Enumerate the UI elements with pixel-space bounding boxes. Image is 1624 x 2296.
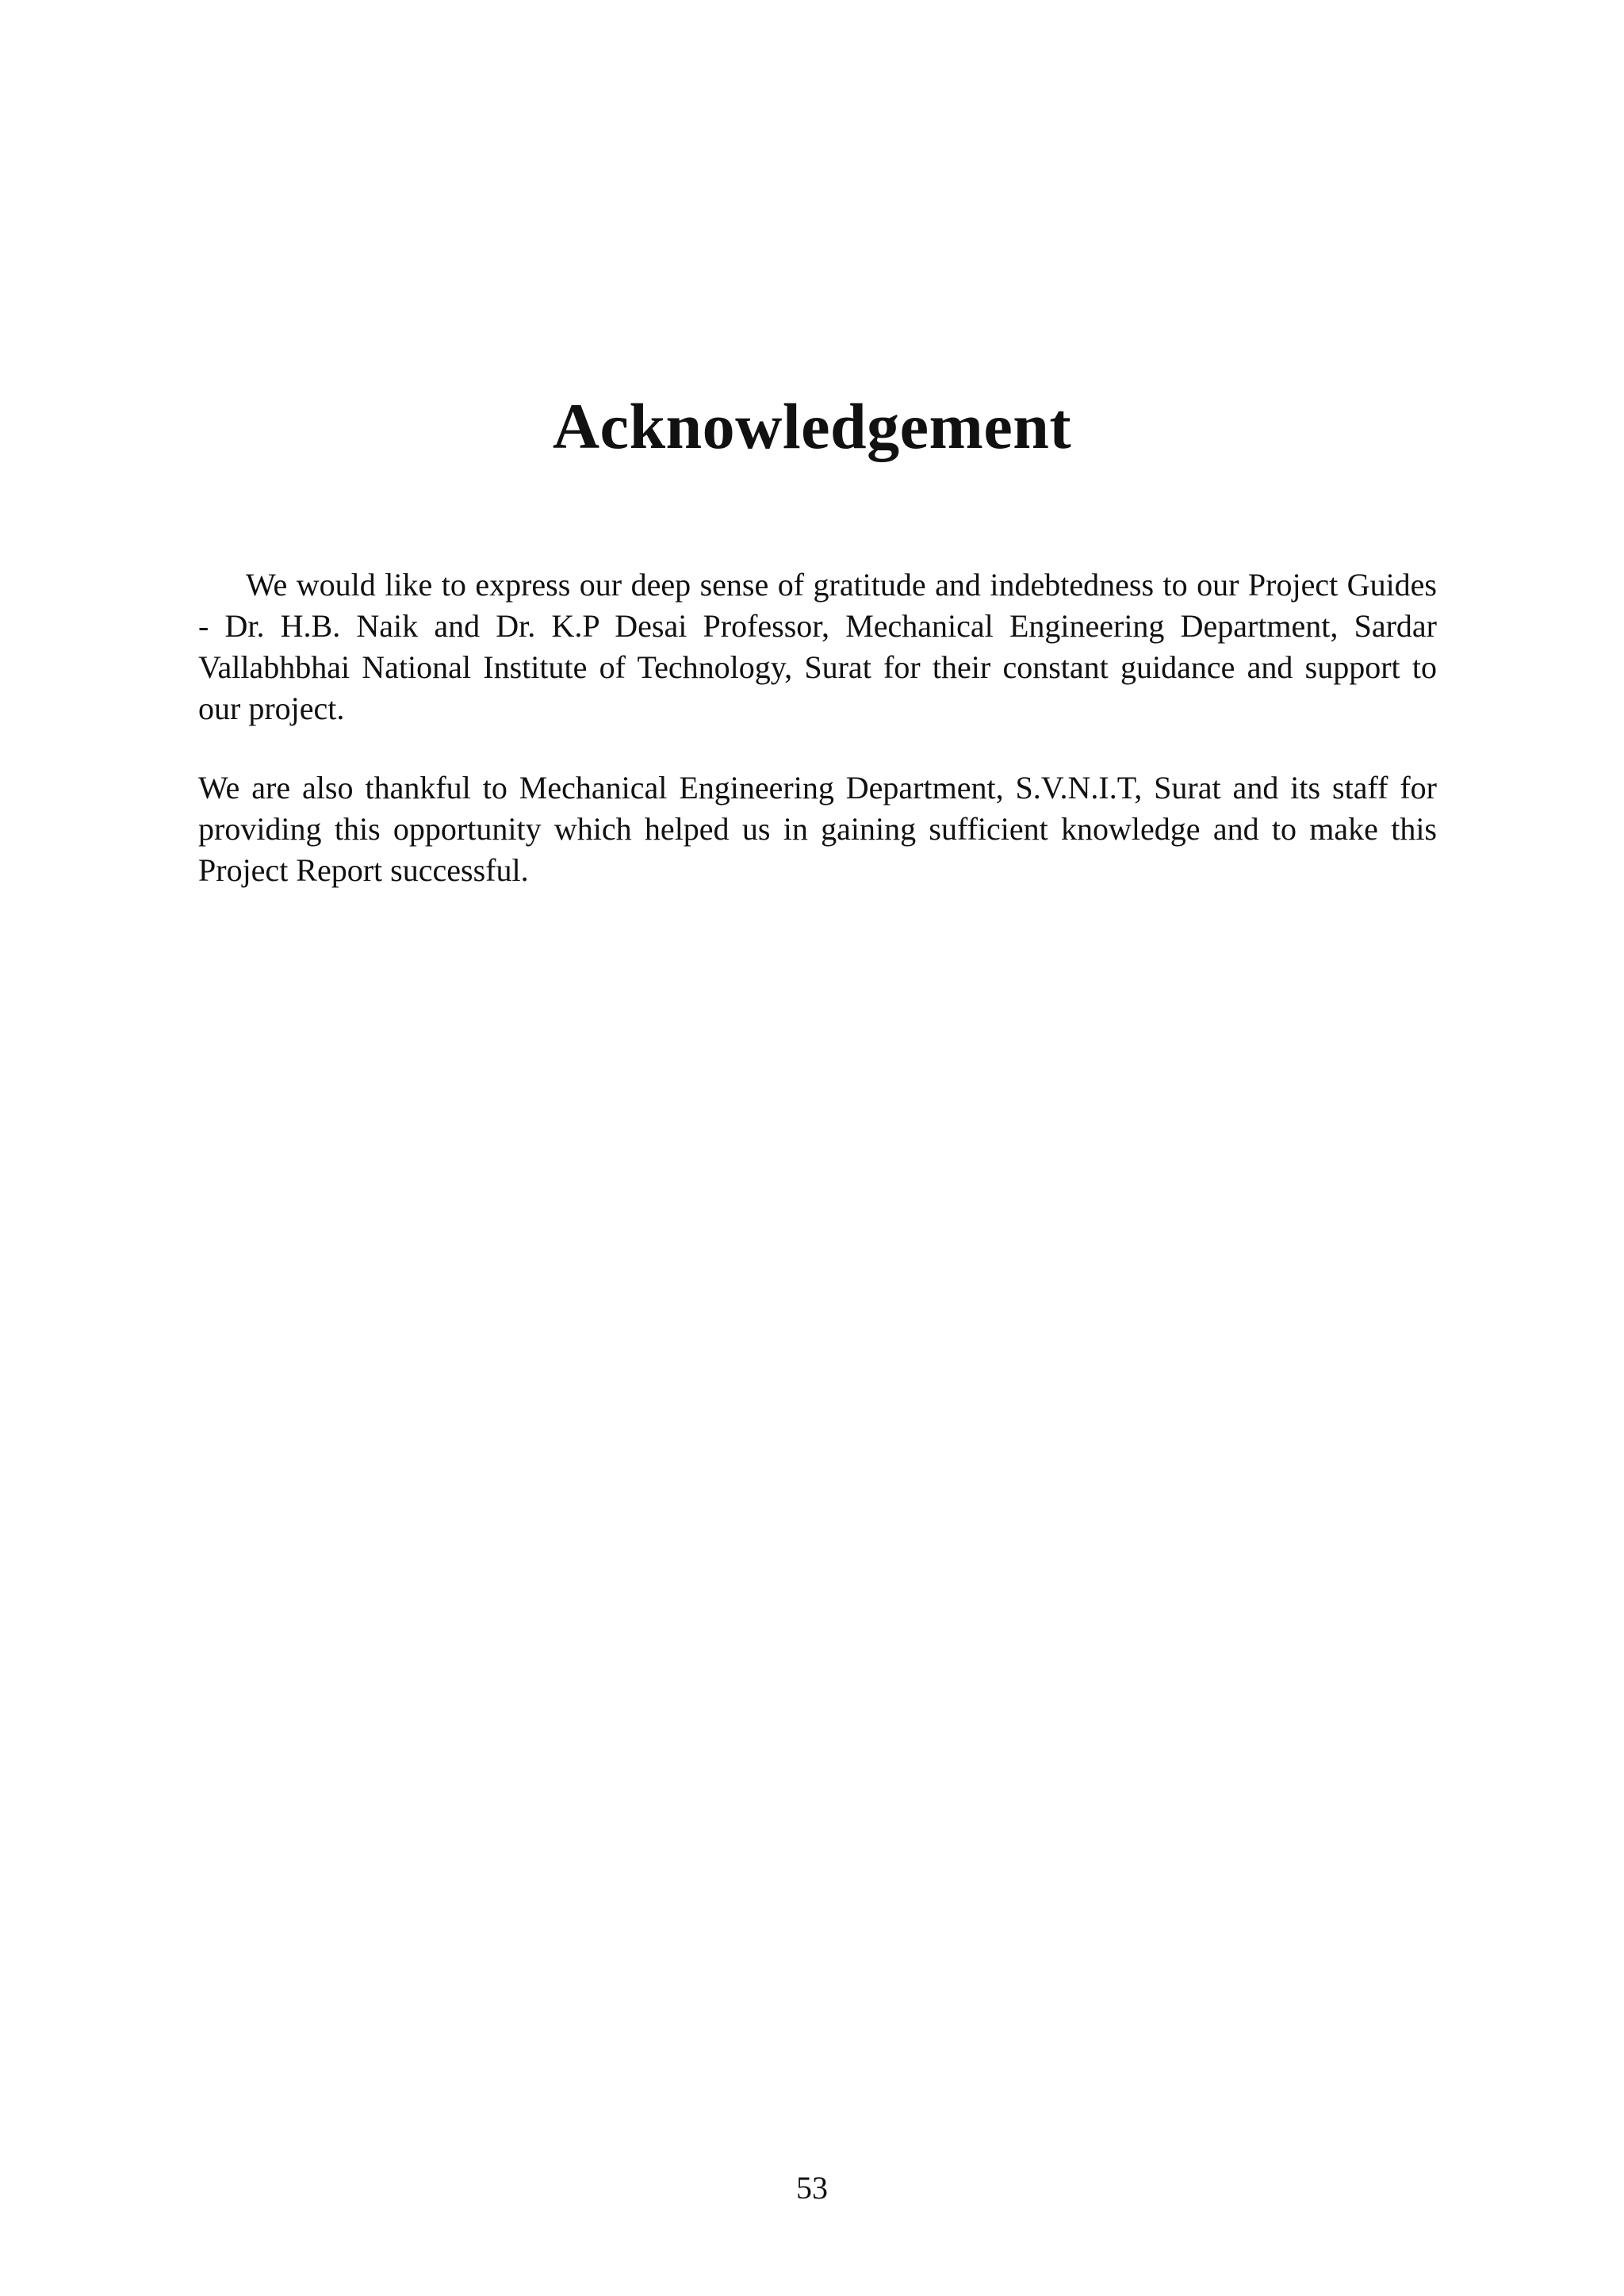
acknowledgement-paragraph-1: We would like to express our deep sense of gratitude and indebtedness to our Project Guides - Dr. H.B. Naik and Dr. K.P Desai Professor, Mechanical Engineering Department, Sardar Vallabhbhai National Institute of Technology, Surat for their constant guidance and support to our project. xyxy=(198,567,1437,726)
page-title: Acknowledgement xyxy=(552,390,1072,462)
page-number: 53 xyxy=(796,2170,828,2206)
acknowledgement-paragraph-2: We are also thankful to Mechanical Engineering Department, S.V.N.I.T, Surat and its staff for providing this opportunity which helped us in gaining sufficient knowledge and to make this Project Report successful. xyxy=(198,770,1437,888)
